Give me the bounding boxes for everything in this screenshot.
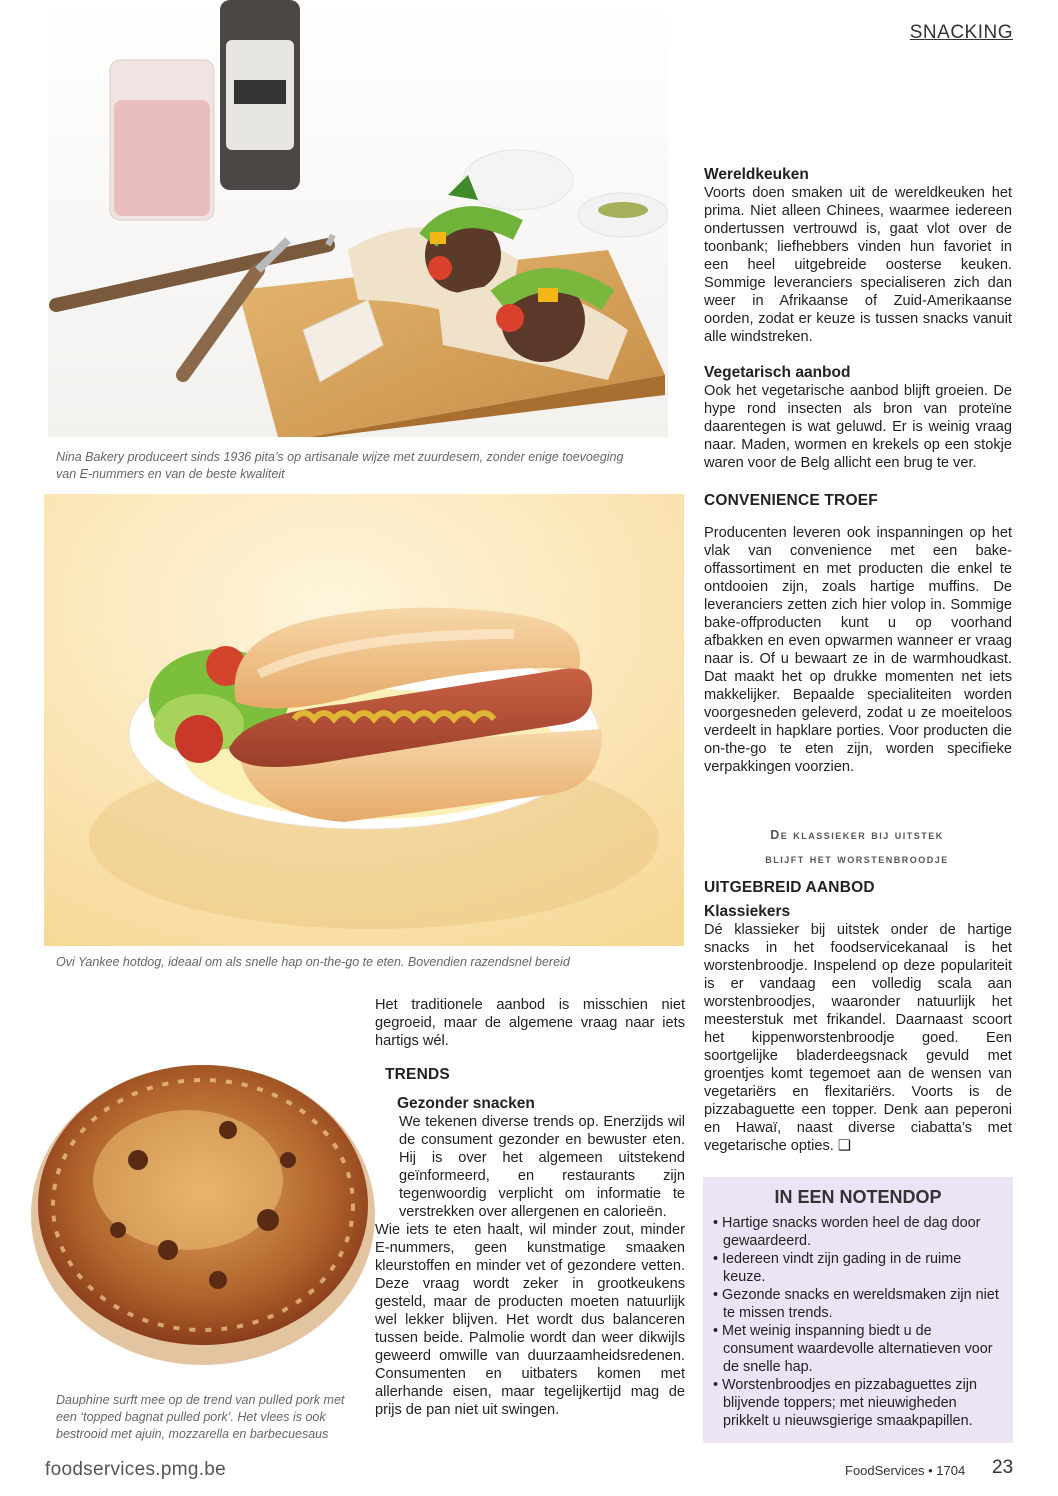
gezonder-paragraph: We tekenen diverse trends op. Enerzijds wil de consument gezonder en bewuster eten. Hij is over het algemeen uitstekend geïnformeerd, en restaurants zijn tegenwoordig verplicht om informatie te verstrekken over allergenen en calorieën. xyxy=(399,1114,685,1220)
aanbod-heading: UITGEBREID AANBOD xyxy=(704,879,875,896)
summary-item: • Met weinig inspanning biedt u de consument waardevolle alternatieven voor de snelle hap. xyxy=(713,1323,993,1375)
klassiekers-paragraph: Dé klassieker bij uitstek onder de hartige snacks in het foodservicekanaal is het worstenbroodje. Inspelend op deze populariteit is er vandaag een volledig scala aan worstenbroodjes, waaronder natuurlijk het meesterstuk met frikandel. Daarnaast scoort het kippenworstenbroodje goed. Een soortgelijke bladerdeegsnack gevuld met groentjes komt tegemoet aan de wensen van vegetariërs en flexitariërs. Voorts is de pizzabaguette een topper. Denk aan peperoni en Hawaï, naast diverse ciabatta’s met vegetarische opties. ❑ xyxy=(704,922,1012,1154)
vegetarisch-paragraph: Ook het vegetarische aanbod blijft groeien. De hype rond insecten als bron van proteïne daarentegen is wat geluwd. Er is weinig vraag naar. Maden, wormen en krekels op een stokje waren voor de Belg allicht een brug te ver. xyxy=(704,383,1012,471)
summary-box xyxy=(703,1177,1013,1443)
summary-item: • Worstenbroodjes en pizzabaguettes zijn blijvende toppers; met nieuwigheden prikkelt u nieuwsgierige smaakpapillen. xyxy=(713,1377,977,1429)
convenience-heading: CONVENIENCE TROEF xyxy=(704,492,878,509)
summary-item: • Iedereen vindt zijn gading in de ruime keuze. xyxy=(713,1251,962,1285)
hotdog-caption: Ovi Yankee hotdog, ideaal om als snelle hap on-the-go te eten. Bovendien razendsnel bereid xyxy=(56,955,570,969)
trends-heading: TRENDS xyxy=(385,1066,450,1083)
section-tag: SNACKING xyxy=(909,22,1013,43)
klassiekers-heading: Klassiekers xyxy=(704,903,791,920)
vegetarisch-heading: Vegetarisch aanbod xyxy=(704,364,851,381)
gezonder-paragraph-2: Wie iets te eten haalt, wil minder zout, minder E-nummers, geen kunstmatige smaaken kleurstoffen en minder vet of gezondere vetten. Deze vraag wordt zeker in grootkeukens gesteld, maar de producten moeten natuurlijk wel lekker blijven. Het wordt dus balanceren tussen beide. Palmolie wordt dan weer dikwijls geweerd omwille van duurzaamheidsredenen. Consumenten en uitbaters komen met allerhande eisen, maar tegelijkertijd mag de prijs de pan niet uit swingen. xyxy=(375,1222,685,1418)
pull-quote-line-2: blijft het worstenbroodje xyxy=(765,852,949,866)
footer-magazine: FoodServices • 1704 xyxy=(845,1463,966,1478)
right-column-top xyxy=(704,165,1012,776)
wereldkeuken-heading: Wereldkeuken xyxy=(704,166,809,183)
pull-quote xyxy=(704,823,1010,871)
middle-column xyxy=(375,996,685,1419)
gezonder-heading: Gezonder snacken xyxy=(397,1095,535,1112)
page-number: 23 xyxy=(992,1457,1014,1478)
summary-title: IN EEN NOTENDOP xyxy=(774,1187,942,1207)
summary-item: • Hartige snacks worden heel de dag door gewaardeerd. xyxy=(713,1215,981,1249)
intro-paragraph: Het traditionele aanbod is misschien niet gegroeid, maar de algemene vraag naar iets hartigs wél. xyxy=(375,997,685,1049)
pizza-caption: Dauphine surft mee op de trend van pulled pork met een ‘topped bagnat pulled pork’. Het vlees is ook bestrooid met ajuin, mozzarella en barbecuesaus xyxy=(56,1393,345,1441)
hotdog-photo xyxy=(44,494,684,946)
wereldkeuken-paragraph: Voorts doen smaken uit de wereldkeuken het prima. Niet alleen Chinees, waarmee iedereen ondertussen vertrouwd is, gaat vlot over de toonbank; liefhebbers vinden hun favoriet in een heel uitgebreide oosterse keuken. Sommige leveranciers specialiseren zich dan weer in Afrikaanse of Zuid-Amerikaanse oorden, zodat er keuze is tussen snacks vanuit alle windstreken. xyxy=(704,185,1012,345)
summary-list xyxy=(703,1214,1013,1430)
pita-photo xyxy=(48,0,668,437)
footer-url[interactable]: foodservices.pmg.be xyxy=(45,1459,227,1480)
convenience-paragraph: Producenten leveren ook inspanningen op het vlak van convenience met een bake-offassortiment en met producten die enkel te ontdooien zijn, zoals hartige muffins. De leveranciers zetten zich hier volop in. Sommige bake-offproducten kunt u op voorhand afbakken en even opwarmen wanneer er vraag naar is. Of u bewaart ze in de warmhoudkast. Dat maakt het op drukke momenten net iets makkelijker. Bepaalde specialiteiten worden voorgesneden geleverd, zodat u ze moeiteloos verdeelt in hapklare porties. Voor producten die on-the-go te eten zijn, worden specifieke verpakkingen voorzien. xyxy=(704,525,1012,775)
pita-caption: Nina Bakery produceert sinds 1936 pita’s op artisanale wijze met zuurdesem, zonder enige toevoeging van E-nummers en van de beste kwaliteit xyxy=(56,450,624,481)
right-column-bottom xyxy=(704,879,1012,1155)
pizza-photo xyxy=(28,1020,388,1380)
pull-quote-line-1: De klassieker bij uitstek xyxy=(770,828,944,842)
summary-item: • Gezonde snacks en wereldsmaken zijn niet te missen trends. xyxy=(713,1287,999,1321)
